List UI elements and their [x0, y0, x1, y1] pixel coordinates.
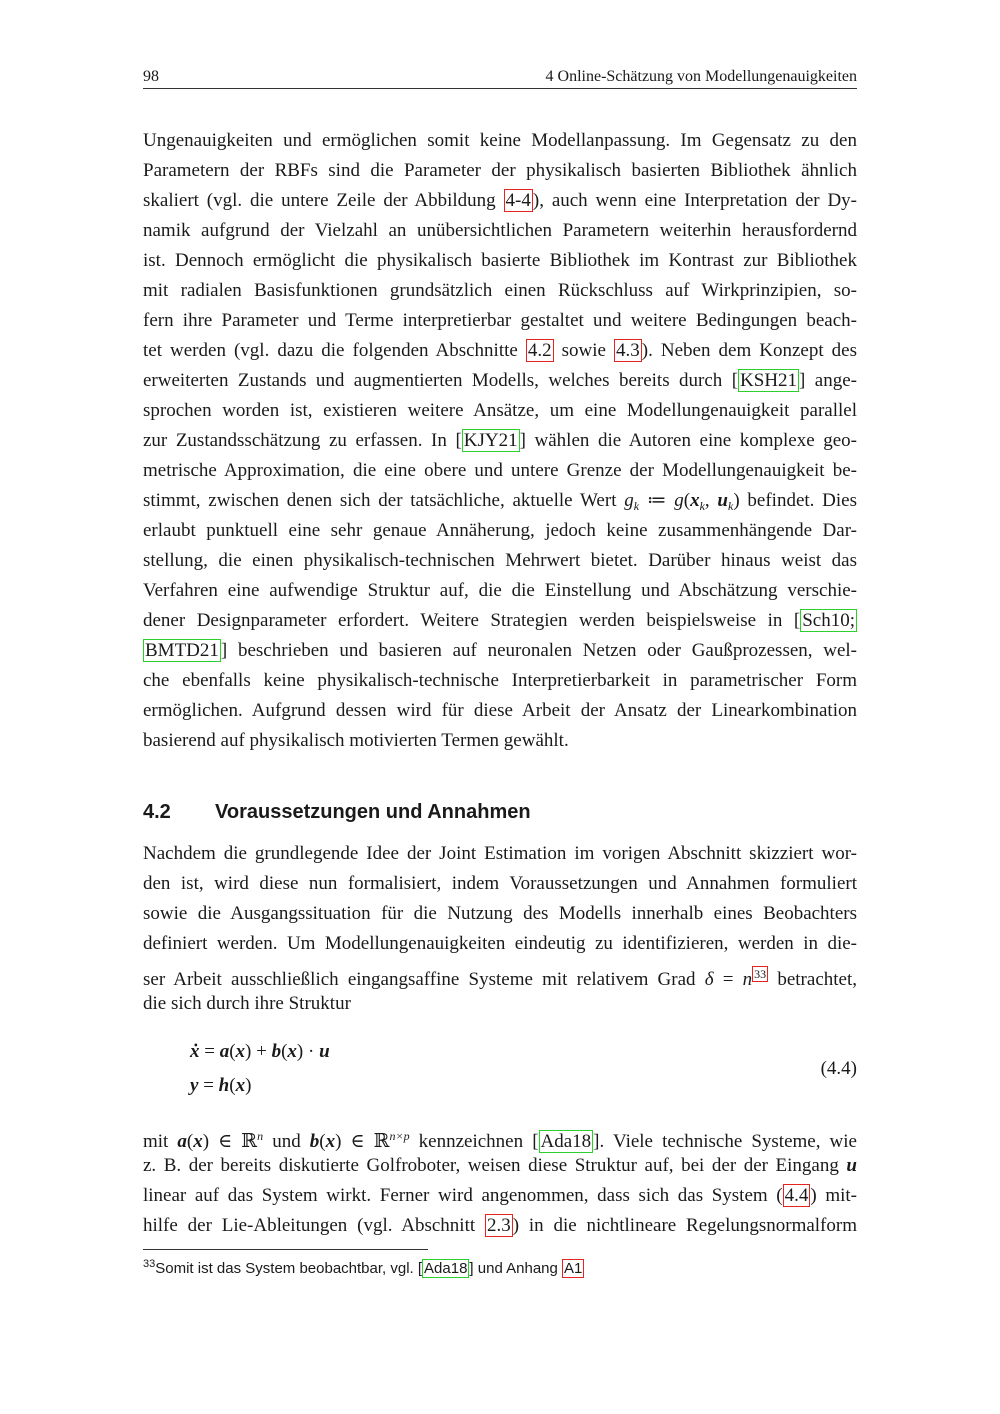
text-line: basierend auf physikalisch motivierten Termen gewählt. [143, 730, 569, 751]
text-line: den ist, wird diese nun formalisiert, indem Voraussetzungen und Annahmen formuliert [143, 873, 857, 894]
text-line: tet werden (vgl. dazu die folgenden Abschnitte 4.2 sowie 4.3 ). Neben dem Konzept des [143, 340, 857, 361]
figure-ref-link[interactable]: 4-4 [505, 190, 531, 211]
equation-ref-link[interactable]: 4.4 [784, 1185, 809, 1206]
inline-math: δ = n [704, 969, 753, 990]
text-line: sprochen worden ist, existieren weitere Ansätze, um eine Modellungenauigkeit parallel [143, 400, 857, 421]
section-ref-link[interactable]: 4.2 [527, 340, 552, 361]
inline-math: b(x) ∈ ℝ$^{n\times p}$ [309, 1129, 410, 1152]
footnote-rule [143, 1249, 428, 1250]
inline-math: $g_k$ ≔ $g(x_k$, $u_k$) [624, 490, 740, 513]
text-line: stellung, die einen physikalisch-technischen Mehrwert bietet. Darüber hinaus weist das [143, 550, 857, 571]
text-line: linear auf das System wirkt. Ferner wird angenommen, dass sich das System ( 4.4 ) mit- [143, 1185, 857, 1206]
text-line: Verfahren eine aufwendige Struktur auf, die die Einstellung und Abschätzung verschie- [143, 580, 857, 601]
citation-link[interactable]: BMTD21 [145, 640, 219, 661]
text-line: fern ihre Parameter und Terme interpretierbar gestaltet und weitere Bedingungen beach- [143, 310, 857, 331]
text-line: dener Designparameter erfordert. Weitere Strategien werden beispielsweise in [ Sch10; [143, 610, 855, 631]
appendix-ref-link[interactable]: A1 [564, 1260, 583, 1277]
text-line: metrische Approximation, die eine obere und untere Grenze der Modellungenauigkeit be- [143, 460, 857, 481]
footnote-ref-link[interactable]: 33 [754, 967, 767, 981]
text-line: namik aufgrund der Vielzahl an unübersichtlichen Parametern weiterhin herausfordernd [143, 220, 857, 241]
text-line: z. B. der bereits diskutierte Golfroboter, weisen diese Struktur auf, bei der der Eingang u [143, 1155, 857, 1176]
running-header [143, 66, 857, 89]
text-line: BMTD21 ] beschrieben und basieren auf neuronalen Netzen oder Gaußprozessen, wel- [145, 640, 857, 661]
text-line: sowie die Ausgangssituation für die Nutzung des Modells innerhalb eines Beobachters [143, 903, 857, 924]
citation-link[interactable]: Ada18 [540, 1131, 592, 1152]
inline-math: u [846, 1155, 857, 1176]
text-line: erweiterten Zustands und augmentierten Modells, welches bereits durch [ KSH21 ] ange- [143, 370, 857, 391]
running-title: 4 Online-Schätzung von Modellungenauigkeiten [545, 68, 857, 85]
section-ref-link[interactable]: 4.3 [616, 340, 640, 361]
text-line: die sich durch ihre Struktur [143, 993, 351, 1014]
citation-link[interactable]: Sch10; [802, 610, 855, 631]
citation-link[interactable]: Ada18 [424, 1260, 468, 1277]
section-title: Voraussetzungen und Annahmen [215, 801, 531, 823]
text-line: Ungenauigkeiten und ermöglichen somit keine Modellanpassung. Im Gegensatz zu den [143, 130, 857, 151]
section-number: 4.2 [143, 801, 171, 823]
inline-math: a(x) ∈ ℝ$^n$ [177, 1129, 264, 1152]
text-line: erlaubt punktuell eine sehr genaue Annäherung, jedoch keine zusammenhängende Dar- [143, 520, 857, 541]
text-line: mit radialen Basisfunktionen grundsätzlich einen Rückschluss auf Wirkprinzipien, so- [143, 280, 857, 301]
section-ref-link[interactable]: 2.3 [486, 1215, 511, 1236]
text-line: hilfe der Lie-Ableitungen (vgl. Abschnitt 2.3 ) in die nichtlineare Regelungsnormalform [143, 1215, 857, 1236]
text-line: ermöglichen. Aufgrund dessen wird für diese Arbeit der Ansatz der Linearkombination [143, 700, 857, 721]
equation-line-1: ẋ = a(x) + b(x) · u [190, 1041, 330, 1062]
text-line: skaliert (vgl. die untere Zeile der Abbildung 4-4 ), auch wenn eine Interpretation der Dy- [143, 190, 858, 211]
text-line: stimmt, zwischen denen sich der tatsächliche, aktuelle Wert $g_k$ ≔ $g(x_k$, $u_k$) befindet. Dies [143, 490, 858, 513]
footnote-mark: 33 [143, 1258, 156, 1270]
citation-link[interactable]: KSH21 [740, 370, 798, 391]
text-line: mit a(x) ∈ ℝ$^n$ und b(x) ∈ ℝ$^{n\times p}$ kennzeichnen [ Ada18 ]. Viele technische Systeme, wie [143, 1129, 857, 1152]
text-line: Parametern der RBFs sind die Parameter der physikalisch basierten Bibliothek ähnlich [143, 160, 857, 181]
text-line: definiert werden. Um Modellungenauigkeiten eindeutig zu identifizieren, werden in die- [143, 933, 857, 954]
equation-line-2: y = h(x) [190, 1075, 252, 1096]
text-line: ist. Dennoch ermöglicht die physikalisch basierte Bibliothek im Kontrast zur Bibliothek [143, 250, 857, 271]
text-line: zur Zustandsschätzung zu erfassen. In [ KJY21 ] wählen die Autoren eine komplexe geo- [143, 430, 857, 451]
equation-number: (4.4) [820, 1058, 857, 1079]
text-line: Nachdem die grundlegende Idee der Joint Estimation im vorigen Abschnitt skizziert wor- [143, 843, 857, 864]
text-line: che ebenfalls keine physikalisch-technische Interpretierbarkeit in parametrischer Form [143, 670, 857, 691]
page-number: 98 [143, 68, 159, 85]
footnote: $^{33}$Somit ist das System beobachtbar, vgl. [ Ada18 ] und Anhang A1 [143, 1258, 583, 1277]
citation-link[interactable]: KJY21 [463, 430, 518, 451]
text-line: ser Arbeit ausschließlich eingangsaffine Systeme mit relativem Grad δ = n $^{33}$ betrachtet, [143, 967, 857, 990]
